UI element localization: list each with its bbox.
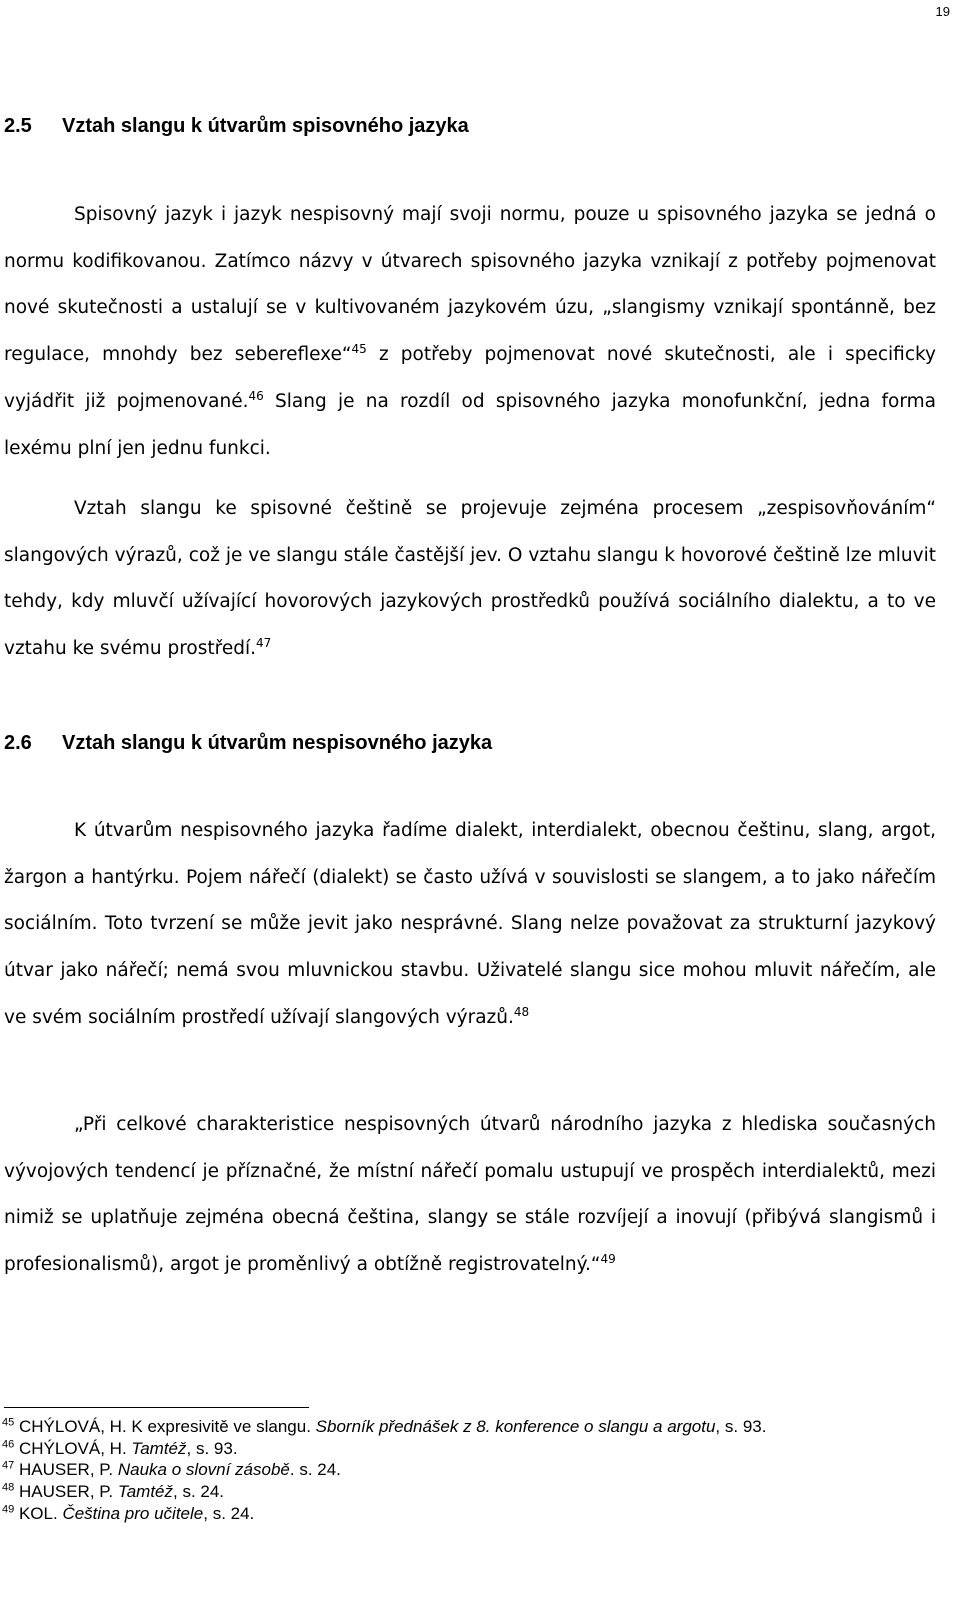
footnote-mark: 45 [2, 1416, 15, 1429]
footnote-rest: , s. 93. [715, 1417, 767, 1436]
section-number: 2.5 [4, 115, 32, 137]
footnote-mark: 48 [2, 1481, 15, 1494]
footnote-ref-49[interactable]: 49 [600, 1251, 616, 1266]
footnote-title: Sborník přednášek z 8. konference o slangu a argotu [315, 1417, 716, 1436]
footnote-rest: . s. 24. [289, 1460, 341, 1480]
footnote-mark: 46 [2, 1438, 15, 1451]
footnote-rest: , s. 24. [203, 1503, 255, 1523]
paragraph-2-5-1 [4, 192, 936, 472]
footnote-ref-48[interactable]: 48 [513, 1004, 530, 1019]
section-heading-2-6 [4, 732, 492, 755]
footnote-author: CHÝLOVÁ, H. K expresivitě ve slangu. [14, 1417, 316, 1436]
footnote-mark: 47 [2, 1459, 15, 1472]
footnote-author: HAUSER, P. [14, 1460, 118, 1480]
paragraph-text: Vztah slangu ke spisovné češtině se projevuje zejména procesem „zespisovňováním“ slangových výrazů, což je ve slangu stále častější jev. O vztahu slangu k hovorové češtině lze mluvit tehdy, kdy mluvčí užívající hovorových jazykových prostředků používá sociálního dialektu, a to ve vztahu ke svému prostředí. [4, 498, 936, 660]
paragraph-text: K útvarům nespisovného jazyka řadíme dialekt, interdialekt, obecnou češtinu, slang, argot, žargon a hantýrku. Pojem nářečí (dialekt) se často užívá v souvislosti se slangem, a to jako nářečím sociálním. Toto tvrzení se může jevit jako nesprávné. Slang nelze považovat za strukturní jazykový útvar jako nářečí; nemá svou mluvnickou stavbu. Uživatelé slangu sice mohou mluvit nářečím, ale ve svém sociálním prostředí užívají slangových výrazů. [4, 820, 936, 1028]
footnote-title: Nauka o slovní zásobě [117, 1460, 290, 1480]
footnote-title: Čeština pro učitele [62, 1503, 204, 1523]
section-number: 2.6 [4, 732, 32, 754]
paragraph-text: „Při celkové charakteristice nespisovných útvarů národního jazyka z hlediska současných vývojových tendencí je příznačné, že místní nářečí pomalu ustupují ve prospěch interdialektů, mezi nimiž se uplatňuje zejména obecná čeština, slangy se stále rozvíjejí a inovují (přibývá slangismů i profesionalismů), argot je proměnlivý a obtížně registrovatelný.“ [4, 1114, 936, 1276]
footnote-author: KOL. [14, 1503, 63, 1523]
footnote-author: CHÝLOVÁ, H. [14, 1438, 132, 1458]
footnote-45 [2, 1416, 938, 1438]
section-title: Vztah slangu k útvarům nespisovného jazyka [62, 732, 493, 754]
footnote-48 [2, 1481, 938, 1503]
paragraph-2-5-2 [4, 486, 936, 673]
footnote-rest: , s. 24. [173, 1482, 225, 1502]
footnote-title: Tamtéž [117, 1482, 173, 1502]
footnote-mark: 49 [2, 1503, 15, 1516]
footnote-separator [4, 1407, 309, 1408]
footnote-ref-47[interactable]: 47 [256, 635, 272, 650]
section-heading-2-5 [4, 115, 469, 138]
paragraph-text: Spisovný jazyk i jazyk nespisovný mají svoji normu, pouze u spisovného jazyka se jedná o normu kodifikovanou. Zatímco názvy v útvarech spisovného jazyka vznikají z potřeby pojmenovat nové skutečnosti a ustalují se v kultivovaném jazykovém úzu, „slangismy vznikají spontánně, bez regulace, mnohdy bez sebereflexe“ [4, 204, 936, 366]
section-title: Vztah slangu k útvarům spisovného jazyka [62, 115, 469, 137]
footnote-49 [2, 1503, 938, 1525]
footnote-ref-46[interactable]: 46 [248, 388, 264, 403]
footnotes [2, 1416, 938, 1525]
footnote-46 [2, 1438, 938, 1460]
paragraph-2-6-1 [4, 808, 936, 1042]
footnote-author: HAUSER, P. [14, 1482, 118, 1502]
paragraph-2-6-2 [4, 1102, 936, 1289]
footnote-ref-45[interactable]: 45 [351, 341, 367, 356]
paragraph-text: Slang je na rozdíl od spisovného jazyka monofunkční, jedna forma lexému plní jen jednu funkci. [4, 390, 936, 459]
footnote-title: Tamtéž [131, 1438, 187, 1458]
footnote-47 [2, 1459, 938, 1481]
footnote-rest: , s. 93. [186, 1438, 238, 1458]
page-number: 19 [935, 4, 950, 19]
paragraph-text: z potřeby pojmenovat nové skutečnosti, ale i specificky vyjádřit již pojmenované. [4, 344, 937, 412]
